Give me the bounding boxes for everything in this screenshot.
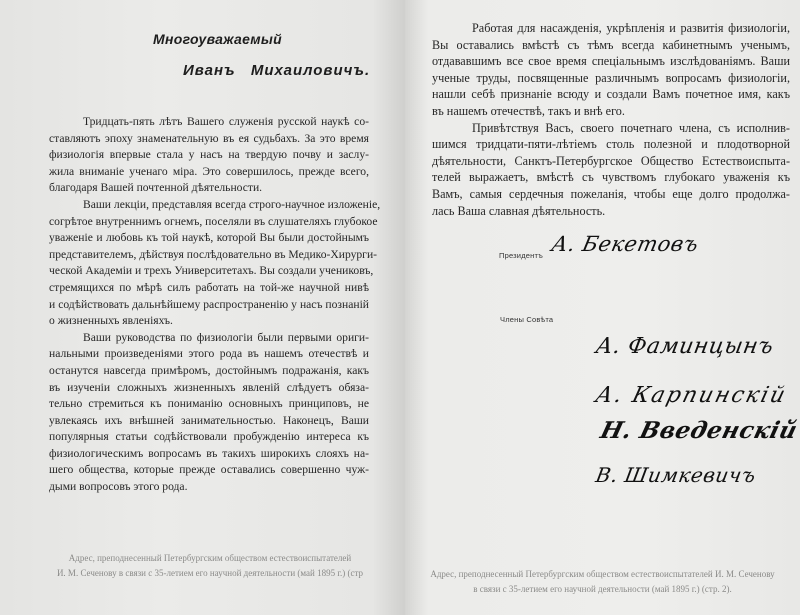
council-label: Члены Совѣта	[500, 315, 554, 324]
text-line: нальными произведеніями этого рода въ нашемъ отечествѣ и	[49, 347, 369, 361]
text-line: о жизненныхъ явленіяхъ.	[49, 314, 173, 328]
text-line: Вы оставались вмѣстѣ съ тѣмъ всегда кабинетнымъ ученымъ,	[432, 37, 790, 52]
text-line: тельно стремиться къ пониманію основныхъ принциповъ, не	[49, 397, 369, 411]
text-line: Вамъ, самыя сердечныя пожеланія, чтобы еще долго продолжа-	[432, 186, 790, 201]
text-line: отдававшимъ все свое время спеціальнымъ изслѣдованіямъ. Ваши	[432, 54, 790, 69]
left-body-text	[49, 114, 381, 496]
president-label: Президентъ	[499, 251, 544, 260]
text-line: въ изученіи сложныхъ жизненныхъ явленій слѣдуетъ обяза-	[49, 380, 369, 394]
right-body-text	[432, 20, 790, 219]
council-signature: В. Шимкевичъ	[593, 463, 758, 487]
text-line: телей выражаетъ, вмѣстѣ съ чувствомъ глубокаго уваженія къ	[432, 170, 790, 185]
text-line: ческой Академіи и трехъ Университетахъ. Вы создали учениковъ,	[49, 264, 374, 278]
caption-line: И. М. Сеченову в связи с 35-летием его научной деятельности (май 1895 г.) (стр	[56, 568, 364, 578]
text-line: представителемъ, дѣйствуя послѣдовательно въ Медико-Хирурги-	[49, 247, 378, 261]
council-signature: Н. Введенскій	[597, 417, 800, 444]
salutation-name: Иванъ Михаиловичъ.	[183, 62, 371, 79]
text-line: физиологическимъ вопросамъ въ такихъ широкихъ слояхъ на-	[49, 446, 369, 460]
caption-line: Адрес, преподнесенный Петербургским обществом естествоиспытателей	[68, 553, 352, 563]
salutation-line-1: Многоуважаемый	[153, 31, 282, 47]
council-signature: А. Фаминцынъ	[593, 334, 776, 359]
text-line: шимся тридцати-пяти-лѣтіемъ столь полезной и плодотворной	[432, 137, 790, 152]
text-line: нашли себѣ признаніе всюду и создали Вамъ почетное имя, какъ	[432, 87, 790, 102]
text-line: физиологія впервые стала у насъ на твердую почву и заслу-	[49, 148, 369, 162]
text-line: благодаря Вашей почтенной дѣятельности.	[49, 181, 263, 195]
text-line: лась Ваша славная дѣятельность.	[432, 203, 606, 218]
text-line: ставляютъ эпоху знаменательную въ ея судьбахъ. За это время	[49, 131, 369, 145]
caption-line: Адрес, преподнесенный Петербургским обществом естествоиспытателей И. М. Сеченову	[430, 569, 775, 579]
text-line: увлекаясь ихъ внѣшней занимательностью. Наконецъ, Ваши	[49, 413, 369, 427]
president-signature: А. Бекетовъ	[549, 232, 701, 256]
text-line: популярныя статьи содѣйствовали пробужденію интереса къ	[49, 430, 369, 444]
caption-line: в связи с 35-летием его научной деятельности (май 1895 г.) (стр. 2).	[473, 584, 732, 594]
text-line: ученые труды, посвященные различнымъ вопросамъ физиологіи,	[432, 70, 790, 85]
text-line: останутся навсегда примѣромъ, достойнымъ подражанія, какъ	[49, 363, 369, 377]
text-line: жила вниманіе ученаго міра. Это совершилось, прежде всего,	[49, 164, 369, 178]
text-line: согрѣтое внутреннимъ огнемъ, поселяли въ слушателяхъ глубокое	[49, 214, 378, 228]
text-line: стремящихся по мѣрѣ силъ работать на той-же научной нивѣ	[49, 280, 369, 294]
text-line: и содѣйствовать дальнѣйшему распространенію у насъ познаній	[49, 297, 369, 311]
text-line: Ваши лекціи, представляя всегда строго-научное изложеніе,	[83, 197, 381, 211]
right-caption	[405, 567, 800, 597]
text-line: въ нашемъ отечествѣ, такъ и внѣ его.	[432, 103, 625, 118]
text-line: Работая для насажденія, укрѣпленія и развитія физиологіи,	[472, 21, 790, 35]
left-caption	[20, 551, 400, 581]
text-line: шего общества, которые прежде оставались совершенно чуж-	[49, 463, 369, 477]
text-line: уваженіе и любовь къ той наукѣ, которой Вы были достойнымъ	[49, 231, 369, 245]
council-signature: А. Карпинскій	[592, 383, 790, 408]
text-line: дыми вопросовъ этого рода.	[49, 480, 188, 494]
text-line: Тридцать-пять лѣтъ Вашего служенія русской наукѣ со-	[83, 115, 369, 128]
text-line: Ваши руководства по физиологіи были первыми ориги-	[83, 330, 369, 344]
text-line: Привѣтствуя Васъ, своего почетнаго члена, съ исполнив-	[472, 120, 790, 135]
text-line: дѣятельности, Санктъ-Петербургское Общество Естествоиспыта-	[432, 153, 790, 168]
